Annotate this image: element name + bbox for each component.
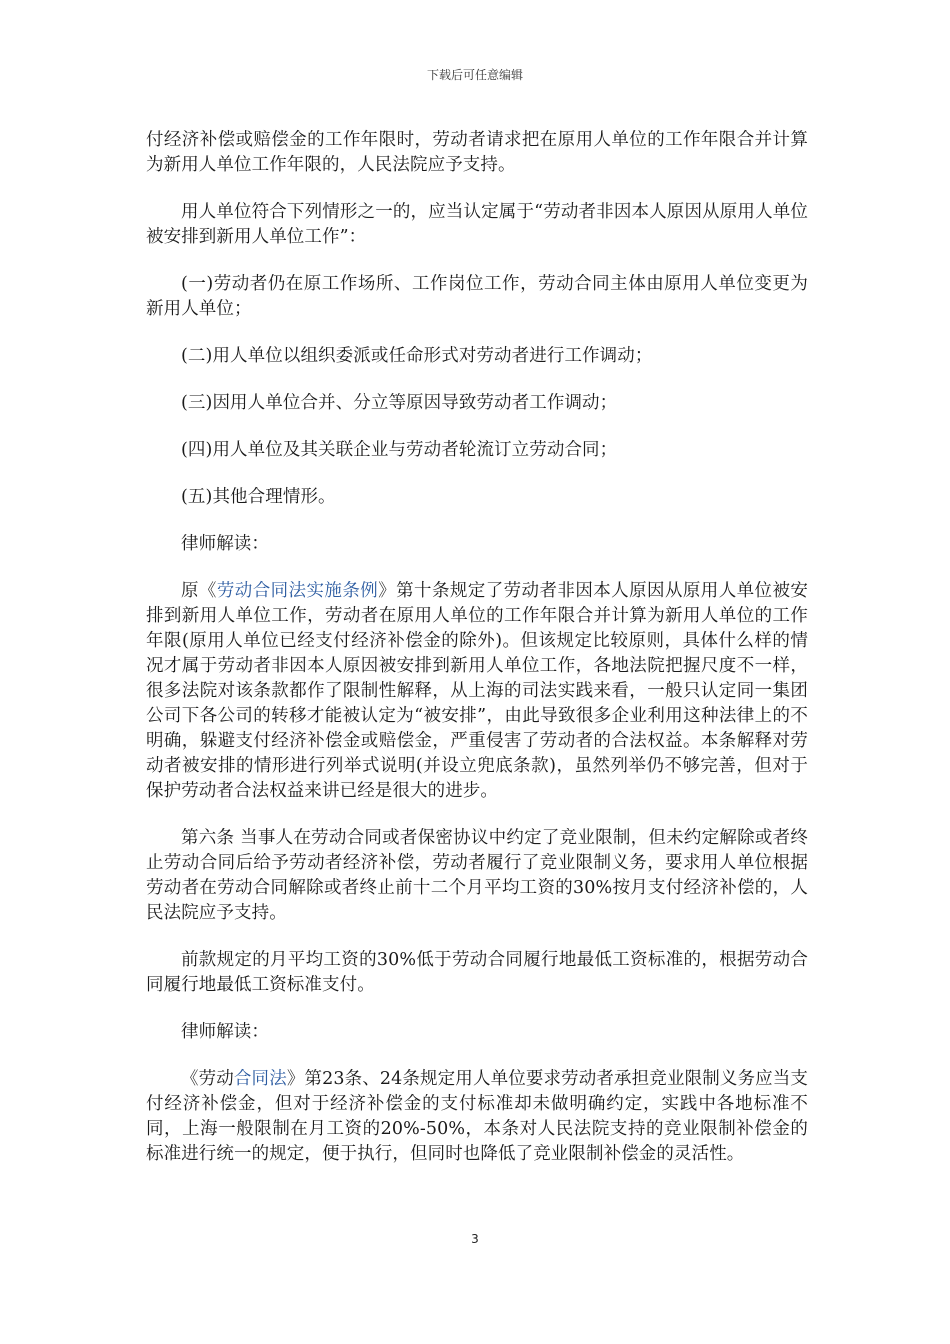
paragraph [146,1067,808,1167]
paragraph: (一)劳动者仍在原工作场所、工作岗位工作，劳动合同主体由原用人单位变更为新用人单位； [146,274,808,319]
page-number: 3 [471,1232,479,1246]
paragraph-text: 《劳动 [181,1069,234,1089]
paragraph: (四)用人单位及其关联企业与劳动者轮流订立劳动合同； [181,440,618,460]
law-link[interactable]: 合同法 [233,1069,287,1089]
paragraph-text: 》第23条、24条规定用人单位要求劳动者承担竞业限制义务应当支付经济补偿金，但对于经济补偿金的支付标准却未做明确约定，实践中各地标准不同，上海一般限制在月工资的20%-50%，本条对人民法院支持的竞业限制补偿金的标准进行统一的规定，便于执行，但同时也降低了竞业限制补偿金的灵活性。 [146,1069,808,1164]
paragraph: 付经济补偿或赔偿金的工作年限时，劳动者请求把在原用人单位的工作年限合并计算为新用人单位工作年限的，人民法院应予支持。 [146,130,808,175]
regulation-link[interactable]: 劳动合同法实施条例 [216,581,379,601]
paragraph: (三)因用人单位合并、分立等原因导致劳动者工作调动； [181,393,618,413]
paragraph: 用人单位符合下列情形之一的，应当认定属于“劳动者非因本人原因从原用人单位被安排到新用人单位工作”： [146,202,808,247]
document-body [146,128,808,1189]
paragraph: (二)用人单位以组织委派或任命形式对劳动者进行工作调动； [181,346,653,366]
paragraph [146,579,808,804]
paragraph: 前款规定的月平均工资的30%低于劳动合同履行地最低工资标准的，根据劳动合同履行地最低工资标准支付。 [146,950,808,995]
paragraph-text: 》第十条规定了劳动者非因本人原因从原用人单位被安排到新用人单位工作，劳动者在原用人单位的工作年限合并计算为新用人单位的工作年限(原用人单位已经支付经济补偿金的除外)。但该规定比较原则，具体什么样的情况才属于劳动者非因本人原因被安排到新用人单位工作，各地法院把握尺度不一样，很多法院对该条款都作了限制性解释，从上海的司法实践来看，一般只认定同一集团公司下各公司的转移才能被认定为“被安排”，由此导致很多企业利用这种法律上的不明确，躲避支付经济补偿金或赔偿金，严重侵害了劳动者的合法权益。本条解释对劳动者被安排的情形进行列举式说明(并设立兜底条款)，虽然列举仍不够完善，但对于保护劳动者合法权益来讲已经是很大的进步。 [146,581,809,801]
paragraph-lawyer-interpretation: 律师解读： [181,1022,269,1042]
paragraph-text: 原《 [181,581,217,601]
paragraph: 第六条 当事人在劳动合同或者保密协议中约定了竞业限制，但未约定解除或者终止劳动合同后给予劳动者经济补偿，劳动者履行了竞业限制义务，要求用人单位根据劳动者在劳动合同解除或者终止前十二个月平均工资的30%按月支付经济补偿的，人民法院应予支持。 [146,828,808,923]
page-header: 下载后可任意编辑 [426,68,523,82]
paragraph-lawyer-interpretation: 律师解读： [181,534,269,554]
paragraph: (五)其他合理情形。 [181,487,336,507]
